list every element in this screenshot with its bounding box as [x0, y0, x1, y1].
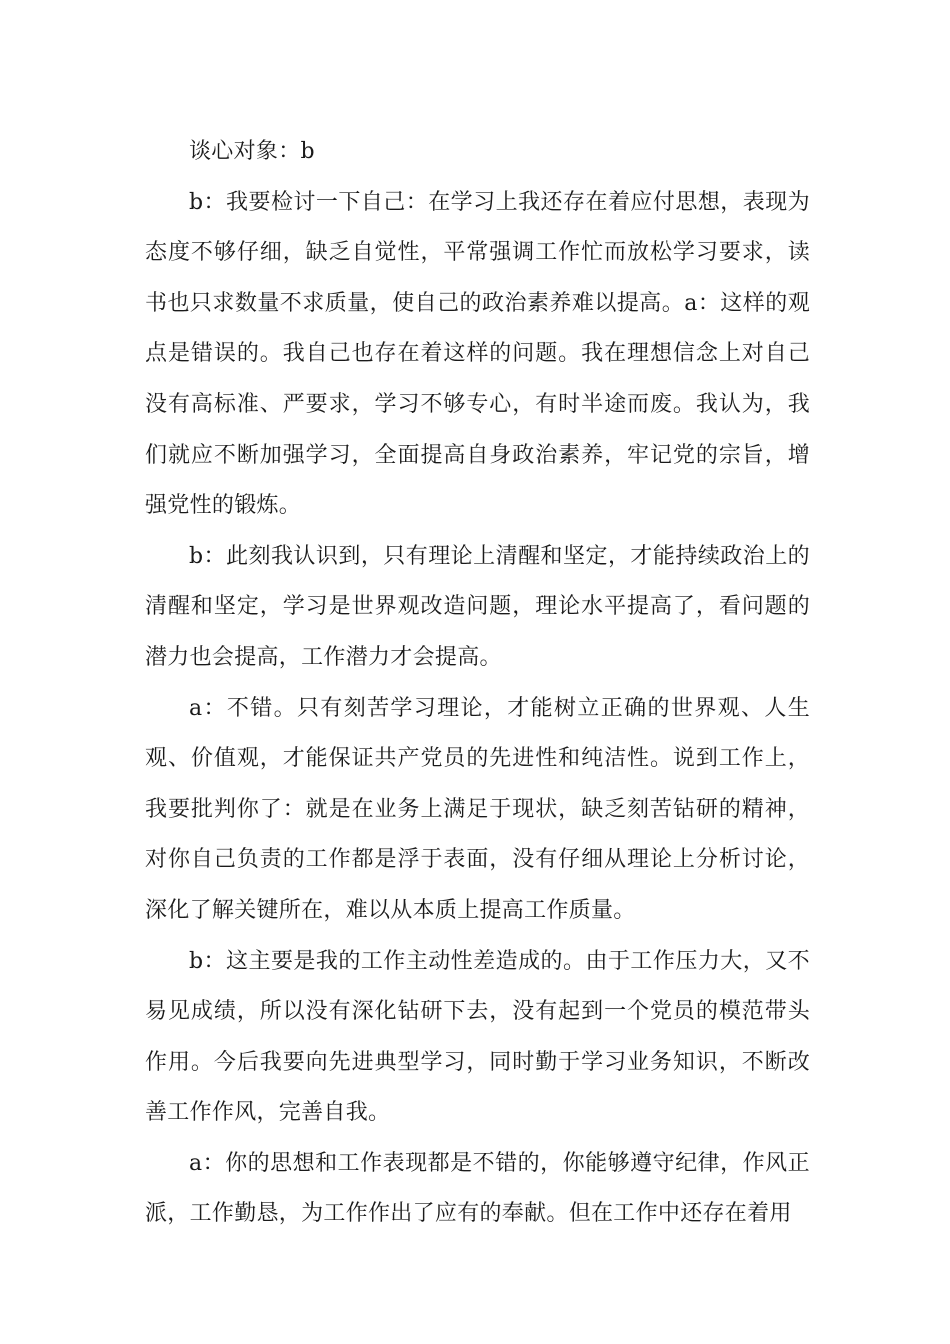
- document-body: [145, 127, 810, 1240]
- paragraph-subject: 谈心对象：b: [189, 139, 315, 164]
- paragraph-a-evaluation: a：你的思想和工作表现都是不错的，你能够遵守纪律，作风正派，工作勤恳，为工作作出了应有的奉献。但在工作中还存在着用: [145, 1150, 810, 1227]
- paragraph-b-understanding: b：此刻我认识到，只有理论上清醒和坚定，才能持续政治上的清醒和坚定，学习是世界观改造问题，理论水平提高了，看问题的潜力也会提高，工作潜力才会提高。: [145, 543, 810, 670]
- paragraph-a-criticism: a：不错。只有刻苦学习理论，才能树立正确的世界观、人生观、价值观，才能保证共产党员的先进性和纯洁性。说到工作上，我要批判你了：就是在业务上满足于现状，缺乏刻苦钻研的精神，对你自己负责的工作都是浮于表面，没有仔细从理论上分析讨论，深化了解关键所在，难以从本质上提高工作质量。: [145, 695, 810, 923]
- paragraph-b-response: b：这主要是我的工作主动性差造成的。由于工作压力大，又不易见成绩，所以没有深化钻研下去，没有起到一个党员的模范带头作用。今后我要向先进典型学习，同时勤于学习业务知识，不断改善工作作风，完善自我。: [145, 948, 810, 1126]
- paragraph-b-self-review: b：我要检讨一下自己：在学习上我还存在着应付思想，表现为态度不够仔细，缺乏自觉性，平常强调工作忙而放松学习要求，读书也只求数量不求质量，使自己的政治素养难以提高。a：这样的观点是错误的。我自己也存在着这样的问题。我在理想信念上对自己没有高标准、严要求，学习不够专心，有时半途而废。我认为，我们就应不断加强学习，全面提高自身政治素养，牢记党的宗旨，增强党性的锻炼。: [145, 189, 810, 519]
